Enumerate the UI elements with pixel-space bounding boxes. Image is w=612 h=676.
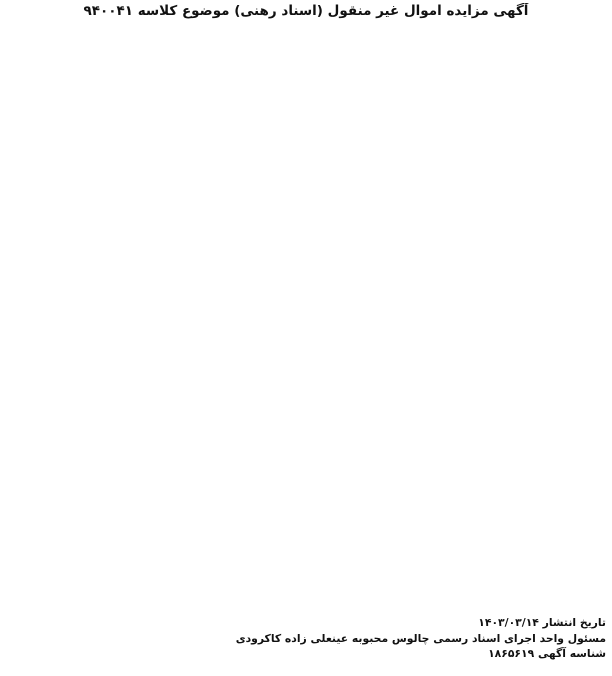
signature-line: مسئول واحد اجرای اسناد رسمی چالوس محبوبه عینعلی زاده کاکرودی — [235, 631, 606, 645]
publication-date: تاریخ انتشار ۱۴۰۳/۰۳/۱۴ — [478, 616, 606, 629]
ad-id: شناسه آگهی ۱۸۶۵۶۱۹ — [488, 647, 606, 660]
notice-title: آگهی مزایده اموال غیر منقول (اسناد رهنی) موضوع کلاسه ۹۴۰۰۴۱ — [83, 3, 529, 19]
notice-body — [6, 21, 606, 615]
notice-footer — [6, 615, 606, 662]
